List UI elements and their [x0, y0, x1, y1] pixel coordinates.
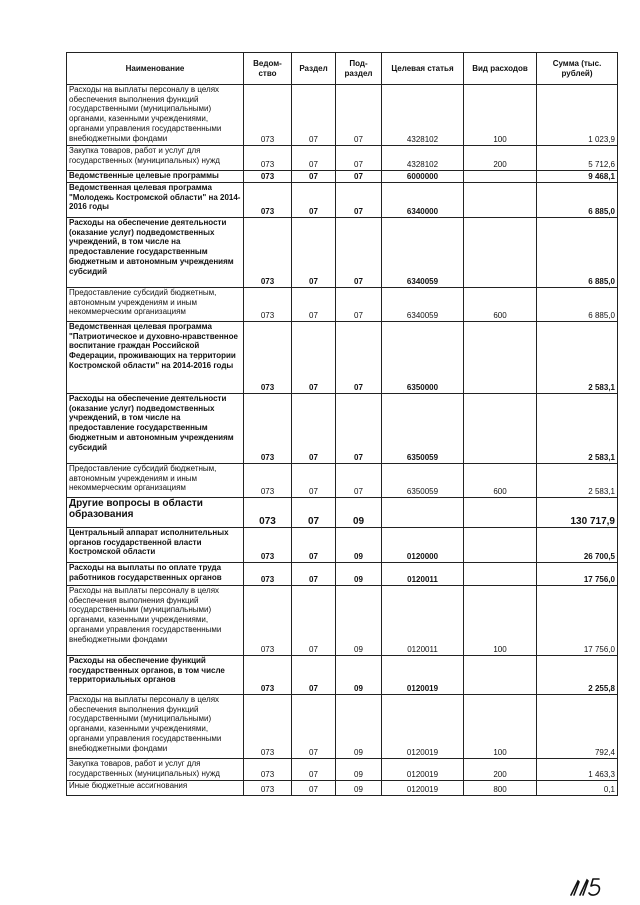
row-target-item-cell: 0120019: [382, 781, 464, 796]
row-section-cell: 07: [292, 586, 336, 656]
row-department-cell: 073: [244, 563, 292, 586]
table-row: [67, 563, 618, 586]
row-target-item-cell: [382, 498, 464, 528]
row-department-cell: 073: [244, 322, 292, 394]
row-target-item-cell: 0120011: [382, 563, 464, 586]
row-section-cell: 07: [292, 563, 336, 586]
row-subsection-cell: 07: [336, 183, 382, 218]
table-row: [67, 171, 618, 183]
row-subsection-cell: 07: [336, 85, 382, 146]
row-target-item-cell: 0120019: [382, 759, 464, 781]
row-section-cell: 07: [292, 146, 336, 171]
row-subsection-cell: 07: [336, 322, 382, 394]
row-expense-type-cell: [464, 528, 537, 563]
row-subsection-cell: 07: [336, 146, 382, 171]
row-section-cell: 07: [292, 394, 336, 464]
row-target-item-cell: 6340000: [382, 183, 464, 218]
row-expense-type-cell: [464, 322, 537, 394]
header-expense-type: Вид расходов: [464, 53, 537, 85]
row-name-cell: Другие вопросы в области образования: [67, 498, 244, 528]
row-department-cell: 073: [244, 695, 292, 759]
row-amount-cell: 792,4: [537, 695, 618, 759]
row-expense-type-cell: 200: [464, 759, 537, 781]
header-amount: Сумма (тыс. рублей): [537, 53, 618, 85]
row-amount-cell: 17 756,0: [537, 586, 618, 656]
row-name-cell: Центральный аппарат исполнительных органов государственной власти Костромской области: [67, 528, 244, 563]
row-target-item-cell: 0120011: [382, 586, 464, 656]
header-target-item: Целевая статья: [382, 53, 464, 85]
row-subsection-cell: 09: [336, 759, 382, 781]
row-subsection-cell: 09: [336, 656, 382, 695]
row-department-cell: 073: [244, 528, 292, 563]
row-name-cell: Ведомственная целевая программа "Патриотическое и духовно-нравственное воспитание граждан Российской Федерации, проживающих на территории Костромской области" на 2014-2016 годы: [67, 322, 244, 394]
row-expense-type-cell: 600: [464, 464, 537, 498]
header-row: [67, 53, 618, 85]
row-section-cell: 07: [292, 656, 336, 695]
row-target-item-cell: 0120000: [382, 528, 464, 563]
row-expense-type-cell: 200: [464, 146, 537, 171]
row-target-item-cell: 6340059: [382, 288, 464, 322]
row-expense-type-cell: [464, 218, 537, 288]
row-department-cell: 073: [244, 394, 292, 464]
table-row: [67, 146, 618, 171]
row-target-item-cell: 6350059: [382, 394, 464, 464]
row-target-item-cell: 4328102: [382, 85, 464, 146]
row-expense-type-cell: [464, 563, 537, 586]
row-name-cell: Расходы на выплаты персоналу в целях обеспечения выполнения функций государственными (муниципальными) органами, казенными учреждениями, органами управления государственными внебюджетными фондами: [67, 586, 244, 656]
row-expense-type-cell: 800: [464, 781, 537, 796]
row-name-cell: Предоставление субсидий бюджетным, автономным учреждениям и иным некоммерческим организациям: [67, 464, 244, 498]
row-amount-cell: 2 583,1: [537, 322, 618, 394]
row-subsection-cell: 09: [336, 528, 382, 563]
row-name-cell: Ведомственная целевая программа "Молодежь Костромской области" на 2014-2016 годы: [67, 183, 244, 218]
row-department-cell: 073: [244, 759, 292, 781]
row-target-item-cell: 6000000: [382, 171, 464, 183]
row-target-item-cell: 6340059: [382, 218, 464, 288]
row-expense-type-cell: [464, 171, 537, 183]
row-subsection-cell: 07: [336, 171, 382, 183]
table-row: [67, 781, 618, 796]
header-department: Ведом-ство: [244, 53, 292, 85]
table-body: [67, 85, 618, 796]
row-section-cell: 07: [292, 695, 336, 759]
table-row: [67, 498, 618, 528]
row-subsection-cell: 09: [336, 781, 382, 796]
row-name-cell: Расходы на обеспечение деятельности (оказание услуг) подведомственных учреждений, в том числе на предоставление государственным бюджетным и автономным учреждениям субсидий: [67, 394, 244, 464]
row-section-cell: 07: [292, 498, 336, 528]
row-subsection-cell: 09: [336, 563, 382, 586]
table-row: [67, 759, 618, 781]
table-row: [67, 322, 618, 394]
header-name: Наименование: [67, 53, 244, 85]
handwritten-page-number: [568, 875, 610, 897]
row-department-cell: 073: [244, 498, 292, 528]
row-department-cell: 073: [244, 183, 292, 218]
row-expense-type-cell: 600: [464, 288, 537, 322]
row-department-cell: 073: [244, 464, 292, 498]
row-subsection-cell: 07: [336, 288, 382, 322]
row-amount-cell: 5 712,6: [537, 146, 618, 171]
budget-table: [66, 52, 618, 796]
header-section: Раздел: [292, 53, 336, 85]
row-expense-type-cell: 100: [464, 85, 537, 146]
row-name-cell: Расходы на выплаты по оплате труда работников государственных органов: [67, 563, 244, 586]
table-row: [67, 464, 618, 498]
header-subsection: Под-раздел: [336, 53, 382, 85]
row-department-cell: 073: [244, 586, 292, 656]
table-row: [67, 586, 618, 656]
row-subsection-cell: 07: [336, 218, 382, 288]
row-target-item-cell: 6350000: [382, 322, 464, 394]
table-row: [67, 394, 618, 464]
row-name-cell: Ведомственные целевые программы: [67, 171, 244, 183]
table-row: [67, 183, 618, 218]
row-subsection-cell: 07: [336, 464, 382, 498]
row-target-item-cell: 6350059: [382, 464, 464, 498]
row-target-item-cell: 0120019: [382, 656, 464, 695]
row-amount-cell: 9 468,1: [537, 171, 618, 183]
row-section-cell: 07: [292, 218, 336, 288]
row-section-cell: 07: [292, 85, 336, 146]
row-amount-cell: 0,1: [537, 781, 618, 796]
table-row: [67, 695, 618, 759]
row-name-cell: Расходы на обеспечение деятельности (оказание услуг) подведомственных учреждений, в том числе на предоставление государственным бюджетным и автономным учреждениям субсидий: [67, 218, 244, 288]
row-amount-cell: 2 583,1: [537, 394, 618, 464]
row-name-cell: Расходы на выплаты персоналу в целях обеспечения выполнения функций государственными (муниципальными) органами, казенными учреждениями, органами управления государственными внебюджетными фондами: [67, 85, 244, 146]
row-expense-type-cell: [464, 498, 537, 528]
row-amount-cell: 17 756,0: [537, 563, 618, 586]
row-section-cell: 07: [292, 528, 336, 563]
row-amount-cell: 6 885,0: [537, 183, 618, 218]
row-section-cell: 07: [292, 759, 336, 781]
row-department-cell: 073: [244, 781, 292, 796]
row-expense-type-cell: 100: [464, 586, 537, 656]
row-subsection-cell: 09: [336, 498, 382, 528]
row-amount-cell: 26 700,5: [537, 528, 618, 563]
row-department-cell: 073: [244, 171, 292, 183]
row-subsection-cell: 09: [336, 586, 382, 656]
row-name-cell: Закупка товаров, работ и услуг для государственных (муниципальных) нужд: [67, 146, 244, 171]
row-amount-cell: 2 583,1: [537, 464, 618, 498]
row-subsection-cell: 09: [336, 695, 382, 759]
row-expense-type-cell: [464, 394, 537, 464]
row-name-cell: Закупка товаров, работ и услуг для государственных (муниципальных) нужд: [67, 759, 244, 781]
row-name-cell: Иные бюджетные ассигнования: [67, 781, 244, 796]
table-row: [67, 656, 618, 695]
row-amount-cell: 130 717,9: [537, 498, 618, 528]
row-amount-cell: 2 255,8: [537, 656, 618, 695]
row-expense-type-cell: [464, 656, 537, 695]
row-section-cell: 07: [292, 322, 336, 394]
row-amount-cell: 6 885,0: [537, 288, 618, 322]
row-name-cell: Расходы на обеспечение функций государственных органов, в том числе территориальных органов: [67, 656, 244, 695]
row-department-cell: 073: [244, 146, 292, 171]
row-department-cell: 073: [244, 85, 292, 146]
row-name-cell: Предоставление субсидий бюджетным, автономным учреждениям и иным некоммерческим организациям: [67, 288, 244, 322]
row-amount-cell: 1 023,9: [537, 85, 618, 146]
row-target-item-cell: 4328102: [382, 146, 464, 171]
row-department-cell: 073: [244, 218, 292, 288]
row-subsection-cell: 07: [336, 394, 382, 464]
row-amount-cell: 1 463,3: [537, 759, 618, 781]
row-name-cell: Расходы на выплаты персоналу в целях обеспечения выполнения функций государственными (муниципальными) органами, казенными учреждениями, органами управления государственными внебюджетными фондами: [67, 695, 244, 759]
row-target-item-cell: 0120019: [382, 695, 464, 759]
table-row: [67, 528, 618, 563]
row-department-cell: 073: [244, 656, 292, 695]
table-row: [67, 218, 618, 288]
row-expense-type-cell: 100: [464, 695, 537, 759]
table-row: [67, 288, 618, 322]
row-amount-cell: 6 885,0: [537, 218, 618, 288]
table-row: [67, 85, 618, 146]
row-section-cell: 07: [292, 781, 336, 796]
row-section-cell: 07: [292, 183, 336, 218]
row-expense-type-cell: [464, 183, 537, 218]
row-department-cell: 073: [244, 288, 292, 322]
row-section-cell: 07: [292, 171, 336, 183]
row-section-cell: 07: [292, 288, 336, 322]
row-section-cell: 07: [292, 464, 336, 498]
